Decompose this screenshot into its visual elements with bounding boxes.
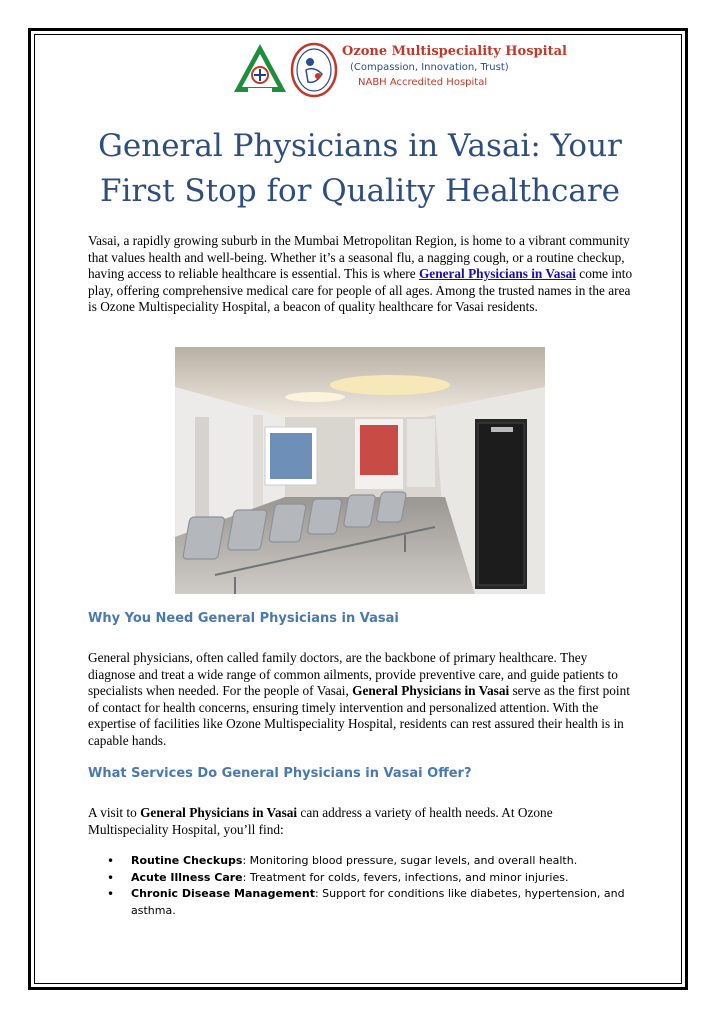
nabh-accreditation-badge-icon	[232, 42, 288, 96]
why-bold-term: General Physicians in Vasai	[352, 683, 510, 698]
hospital-accreditation: NABH Accredited Hospital	[358, 77, 488, 88]
page-title-line-2: First Stop for Quality Healthcare	[99, 173, 621, 209]
page-title-line-1: General Physicians in Vasai: Your	[98, 128, 622, 164]
header-logos	[232, 40, 567, 102]
why-text-after: serve as the first point of contact for health concerns, ensuring timely intervention and personalized attention. With the expertise of facilities like Ozone Multispeciality Hospital, residents can rest assured their health is in capable hands.	[88, 683, 630, 748]
list-item	[107, 886, 627, 919]
general-physicians-link[interactable]: General Physicians in Vasai	[418, 266, 576, 281]
service-description: : Treatment for colds, fevers, infections, and minor injuries.	[242, 870, 569, 884]
why-paragraph	[88, 650, 633, 749]
section-heading-why: Why You Need General Physicians in Vasai	[88, 611, 399, 626]
service-term: Chronic Disease Management	[131, 887, 315, 900]
intro-text-before: Vasai, a rapidly growing suburb in the Mumbai Metropolitan Region, is home to a vibrant community that values health and well-being. Whether it’s a seasonal flu, a nagging cough, or a routine checkup, having access to reliable healthcare is essential. This is where	[88, 233, 630, 281]
intro-paragraph	[88, 233, 633, 316]
why-text-before: General physicians, often called family doctors, are the backbone of primary healthcare. They diagnose and treat a wide range of common ailments, provide preventive care, and guide patients to specialists when needed. For the people of Vasai,	[88, 650, 618, 698]
service-description: : Monitoring blood pressure, sugar levels, and overall health.	[242, 854, 578, 867]
intro-text-after: come into play, offering comprehensive medical care for people of all ages. Among the trusted names in the area is Ozone Multispeciality Hospital, a beacon of quality healthcare for Vasai residents.	[88, 266, 633, 314]
services-text-before: A visit to	[88, 805, 141, 820]
ozone-hospital-logo-icon	[288, 40, 340, 100]
services-text-after: can address a variety of health needs. At Ozone Multispeciality Hospital, you’ll find:	[88, 805, 553, 837]
services-paragraph	[88, 805, 633, 838]
service-term: Routine Checkups	[131, 854, 243, 867]
services-bold-term: General Physicians in Vasai	[140, 805, 298, 820]
list-item	[107, 853, 627, 870]
service-description: : Support for conditions like diabetes, hypertension, and asthma.	[131, 887, 625, 917]
hospital-tagline: (Compassion, Innovation, Trust)	[350, 62, 509, 73]
section-heading-services: What Services Do General Physicians in Vasai Offer?	[88, 766, 472, 781]
page-title	[60, 124, 660, 214]
service-term: Acute Illness Care	[131, 870, 243, 884]
services-list	[107, 853, 627, 919]
hospital-name: Ozone Multispeciality Hospital	[342, 44, 567, 59]
clinic-waiting-area-photo	[175, 347, 545, 594]
list-item	[107, 870, 627, 887]
